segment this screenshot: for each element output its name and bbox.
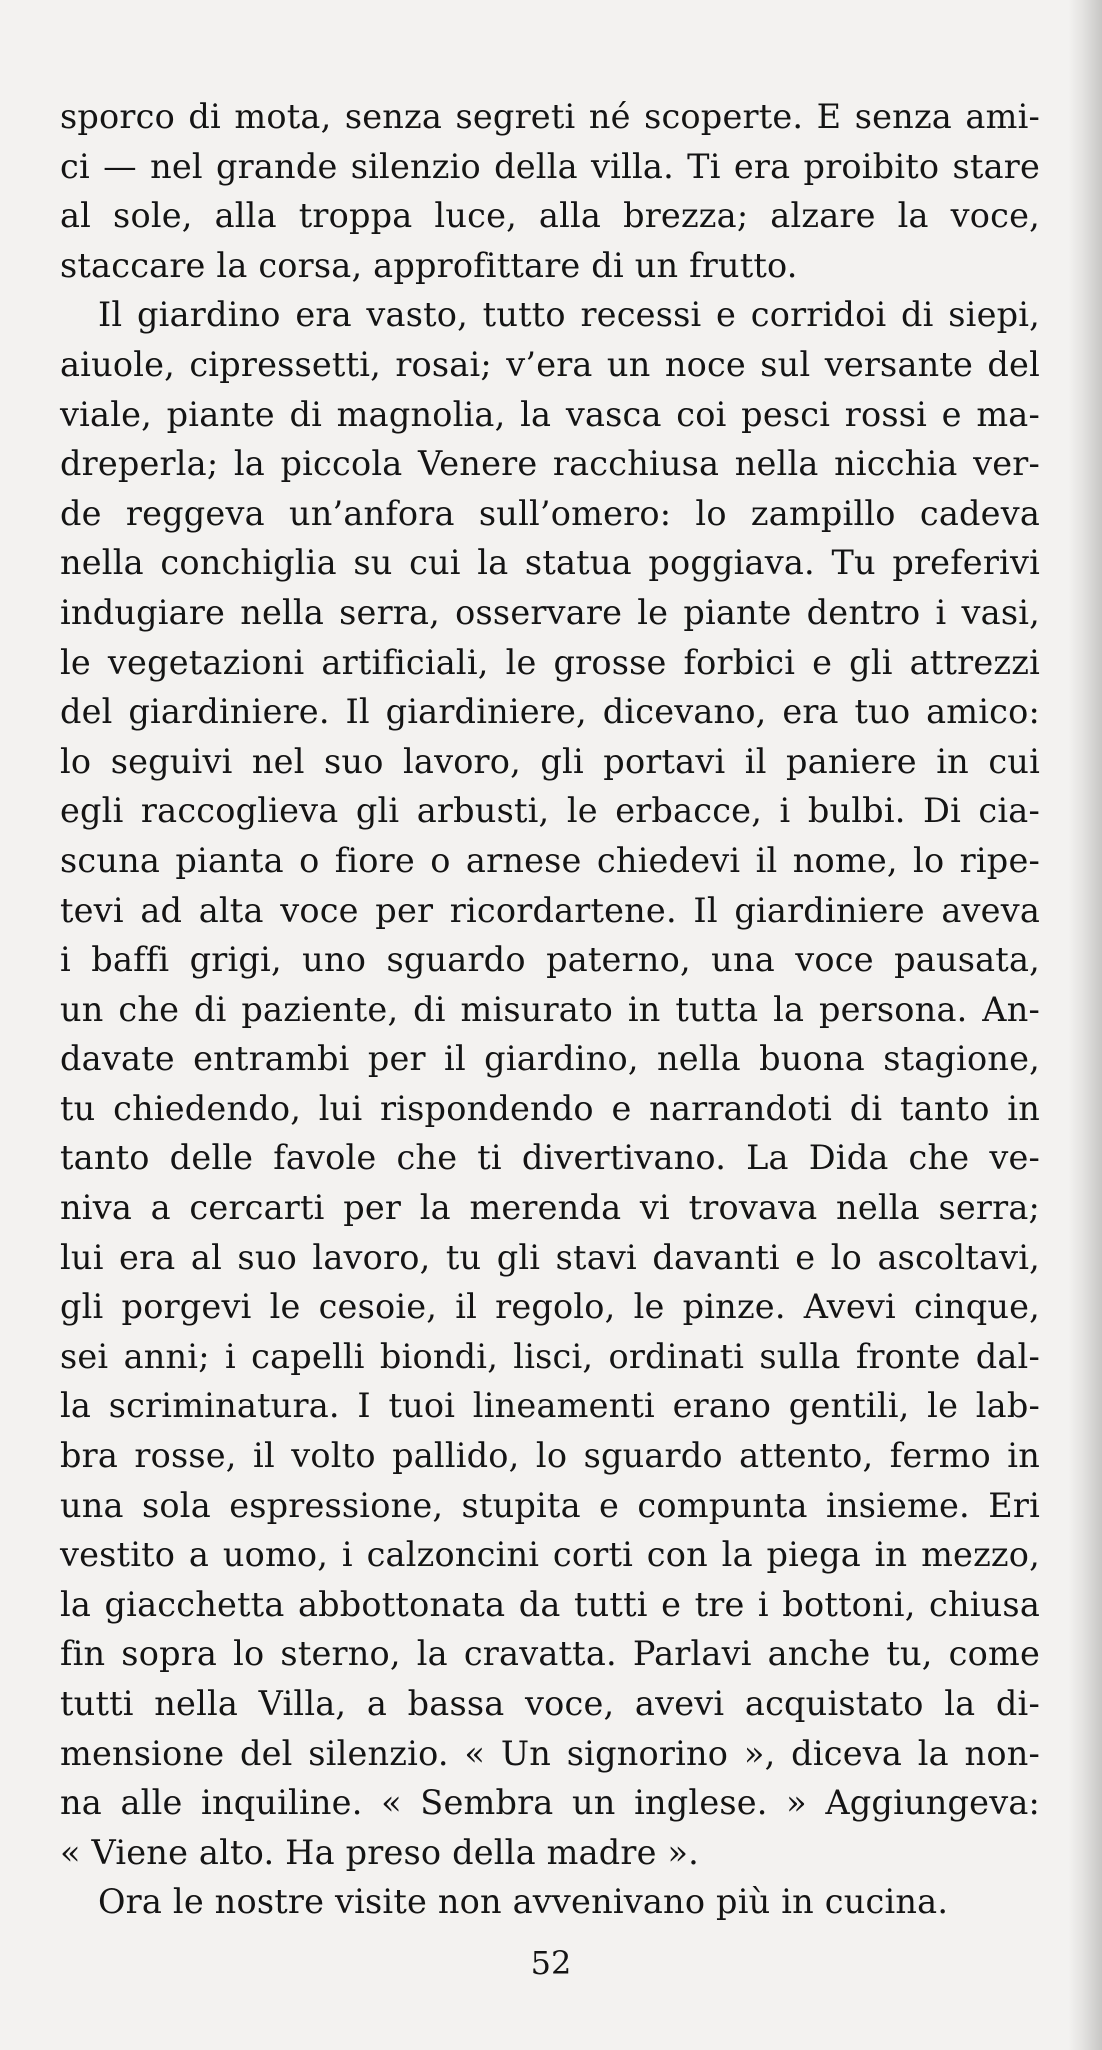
- text-line: i baffi grigi, uno sguardo paterno, una voce pausata,: [60, 940, 1040, 980]
- text-line: tevi ad alta voce per ricordartene. Il giardiniere aveva: [60, 890, 1040, 930]
- text-line: scuna pianta o fiore o arnese chiedevi il nome, lo ripe-: [60, 840, 1040, 880]
- text-line: mensione del silenzio. « Un signorino », diceva la non-: [60, 1733, 1040, 1773]
- text-line: gli porgevi le cesoie, il regolo, le pinze. Avevi cinque,: [60, 1287, 1040, 1327]
- text-line: dreperla; la piccola Venere racchiusa nella nicchia ver-: [60, 444, 1040, 484]
- text-line: viale, piante di magnolia, la vasca coi pesci rossi e ma-: [60, 394, 1040, 434]
- text-line: al sole, alla troppa luce, alla brezza; alzare la voce,: [60, 196, 1040, 236]
- text-line: sporco di mota, senza segreti né scoperte. E senza ami-: [60, 97, 1040, 136]
- text-line: egli raccoglieva gli arbusti, le erbacce, i bulbi. Di cia-: [60, 791, 1040, 831]
- text-line: lui era al suo lavoro, tu gli stavi davanti e lo ascoltavi,: [60, 1237, 1040, 1277]
- text-line: tutti nella Villa, a bassa voce, avevi acquistato la di-: [60, 1684, 1040, 1723]
- text-line: nella conchiglia su cui la statua poggiava. Tu preferivi: [60, 543, 1040, 583]
- body-text: [60, 92, 1040, 1927]
- text-line: aiuole, cipressetti, rosai; v’era un noce sul versante del: [60, 344, 1040, 384]
- text-line: de reggeva un’anfora sull’omero: lo zampillo cadeva: [60, 493, 1040, 533]
- text-line: sei anni; i capelli biondi, lisci, ordinati sulla fronte dal-: [60, 1336, 1040, 1376]
- text-line: Il giardino era vasto, tutto recessi e corridoi di siepi,: [98, 295, 1040, 335]
- text-line: del giardiniere. Il giardiniere, dicevano, era tuo amico:: [60, 692, 1040, 732]
- text-line: fin sopra lo sterno, la cravatta. Parlavi anche tu, come: [60, 1634, 1040, 1674]
- text-line: le vegetazioni artificiali, le grosse forbici e gli attrezzi: [60, 642, 1040, 682]
- text-line: una sola espressione, stupita e compunta insieme. Eri: [60, 1485, 1040, 1525]
- text-line: « Viene alto. Ha preso della madre ».: [60, 1832, 700, 1872]
- text-line: la giacchetta abbottonata da tutti e tre i bottoni, chiusa: [60, 1584, 1040, 1624]
- text-line: niva a cercarti per la merenda vi trovava nella serra;: [60, 1188, 1040, 1228]
- text-line: indugiare nella serra, osservare le piante dentro i vasi,: [60, 592, 1040, 632]
- text-line: davate entrambi per il giardino, nella buona stagione,: [60, 1039, 1040, 1079]
- text-line: ci — nel grande silenzio della villa. Ti era proibito stare: [60, 146, 1040, 186]
- text-line: staccare la corsa, approfittare di un frutto.: [60, 245, 798, 285]
- page-number: 52: [530, 1944, 572, 1982]
- text-line: un che di paziente, di misurato in tutta la persona. An-: [60, 989, 1040, 1029]
- text-line: tu chiedendo, lui rispondendo e narrandoti di tanto in: [60, 1088, 1040, 1128]
- text-line: bra rosse, il volto pallido, lo sguardo attento, fermo in: [60, 1436, 1040, 1476]
- text-line: la scriminatura. I tuoi lineamenti erano gentili, le lab-: [60, 1386, 1040, 1426]
- text-line: lo seguivi nel suo lavoro, gli portavi il paniere in cui: [60, 741, 1040, 781]
- text-line: na alle inquiline. « Sembra un inglese. » Aggiungeva:: [60, 1783, 1040, 1823]
- text-line: tanto delle favole che ti divertivano. La Dida che ve-: [60, 1138, 1040, 1178]
- page-edge-shadow: [1068, 0, 1102, 2050]
- text-line: vestito a uomo, i calzoncini corti con la piega in mezzo,: [60, 1535, 1040, 1575]
- text-line: Ora le nostre visite non avvenivano più in cucina.: [98, 1882, 949, 1922]
